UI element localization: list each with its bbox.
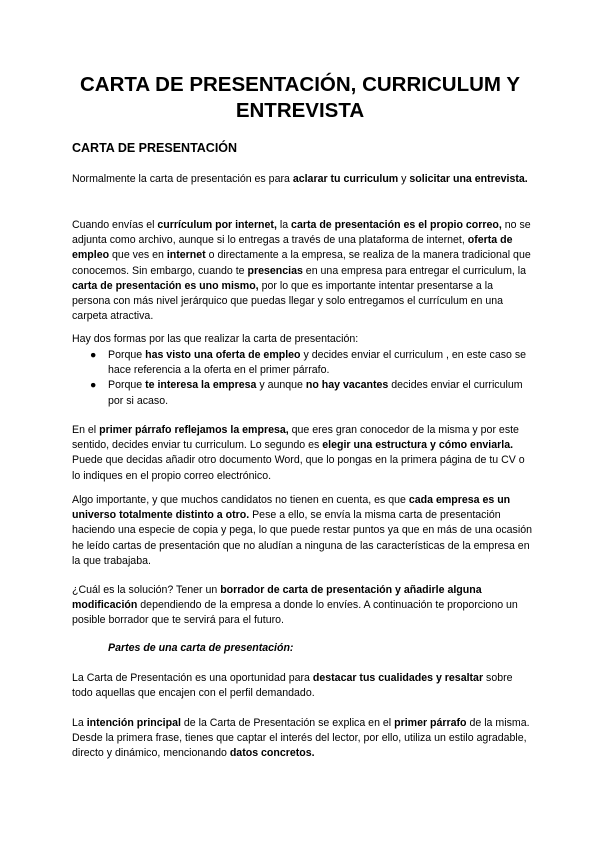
paragraph-first-paragraph [72, 423, 534, 484]
text-run: La [72, 717, 87, 729]
section-heading: CARTA DE PRESENTACIÓN [72, 141, 238, 155]
text-run: Normalmente la carta de presentación es para [72, 173, 293, 185]
list-item-text [108, 379, 523, 406]
paragraph-each-company [72, 493, 534, 569]
bold-text: carta de presentación es el propio correo, [291, 219, 502, 231]
text-run: En el [72, 424, 100, 436]
text-run: y aunque [256, 379, 306, 392]
text-run: de la misma. Desde la primera frase, tienes que captar el interés del lector, por ello, utiliza un estilo agradable, directo y dinámico, mencionando [72, 717, 530, 760]
bold-text: intención principal [86, 717, 181, 729]
text-run: Pese a ello, se envía la misma carta de presentación haciendo una especie de copia y pega, lo que puede restar puntos ya que en más de una ocasión he leído cartas de presentación que no aludían a ninguna de las características de la empresa en la que trabajaba. [72, 509, 532, 567]
bold-text: borrador de carta de presentación y añadirle alguna modificación [72, 584, 482, 612]
subheading-parts: Partes de una carta de presentación: [108, 642, 294, 654]
text-run: que ves en [109, 249, 167, 262]
text-run: que eres gran conocedor de la misma y por este sentido, decides enviar tu curriculum. Lo segundo es [72, 424, 519, 452]
bold-text: te interesa la empresa [145, 379, 257, 392]
bold-text: currículum por internet, [157, 219, 277, 231]
text-run: La Carta de Presentación es una oportunidad para [72, 672, 313, 684]
bold-text: no hay vacantes [305, 379, 389, 392]
text-run: de la Carta de Presentación se explica en el [180, 717, 395, 729]
bold-text: has visto una oferta de empleo [145, 349, 301, 361]
text-run: por lo que es importante intentar presentarse a la persona con más nivel jerárquico que puedas llegar y solo entregamos el currículum en una carpeta atractiva. [72, 279, 504, 323]
bullet-glyph: ● [90, 349, 97, 361]
text-run: decides enviar el curriculum por si acaso. [108, 379, 523, 407]
text-run: Algo importante, y que muchos candidatos no tienen en cuenta, es que [72, 494, 409, 506]
bold-text: primer párrafo reflejamos la empresa, [99, 424, 289, 436]
bold-text: primer párrafo [394, 717, 467, 729]
text-run: no se adjunta como archivo, aunque si lo entregas a través de una plataforma de internet, [72, 219, 531, 247]
text-run: en una empresa para entregar el curriculum, la [302, 264, 527, 277]
paragraph-opportunity [72, 671, 534, 701]
bold-text: carta de presentación es uno mismo, [72, 279, 259, 292]
paragraph-intro [72, 172, 534, 187]
text-run: o directamente a la empresa, se realiza de la manera tradicional que conocemos. Sin embargo, cuando te [72, 249, 531, 277]
text-run: Cuando envías el [72, 219, 158, 231]
text-run: y [398, 173, 410, 185]
bullet-glyph: ● [90, 379, 97, 392]
text-run: ¿Cuál es la solución? Tener un [72, 584, 221, 596]
document-title: CARTA DE PRESENTACIÓN, CURRICULUM Y ENTREVISTA [80, 73, 520, 122]
text-run: Porque [108, 349, 146, 361]
text-run: y decides enviar el curriculum , en este caso se hace referencia a la oferta en el primer párrafo. [108, 349, 527, 377]
bold-text: datos concretos. [229, 747, 315, 760]
bold-text: aclarar tu curriculum [292, 173, 399, 185]
bold-text: internet [166, 249, 206, 262]
bold-text: elegir una estructura y cómo enviarla. [322, 439, 514, 452]
paragraph-two-ways: Hay dos formas por las que realizar la carta de presentación: [72, 333, 359, 345]
text-run: Porque [108, 379, 146, 392]
bullet-list [90, 348, 534, 409]
bold-text: cada empresa es un universo totalmente distinto a otro. [72, 494, 511, 522]
text-run: sobre todo aquellas que encajen con el perfil demandado. [72, 672, 513, 700]
paragraph-solution [72, 583, 534, 629]
list-item [90, 348, 534, 378]
paragraph-email-cv [72, 218, 534, 324]
bold-text: oferta de empleo [72, 234, 513, 262]
bold-text: presencias [247, 264, 303, 277]
bold-text: solicitar una entrevista. [409, 173, 528, 185]
paragraph-main-intention [72, 716, 534, 762]
bold-text: destacar tus cualidades y resaltar [312, 672, 484, 684]
text-run: Puede que decidas añadir otro documento Word, que lo pongas en la primera página de tu CV o lo indiques en el propio correo electrónico. [72, 454, 525, 482]
list-item-text [108, 349, 526, 376]
text-run: la [276, 219, 292, 231]
text-run: dependiendo de la empresa a donde lo envíes. A continuación te proporciono un posible borrador que te servirá para el futuro. [72, 599, 518, 627]
list-item [90, 378, 534, 408]
